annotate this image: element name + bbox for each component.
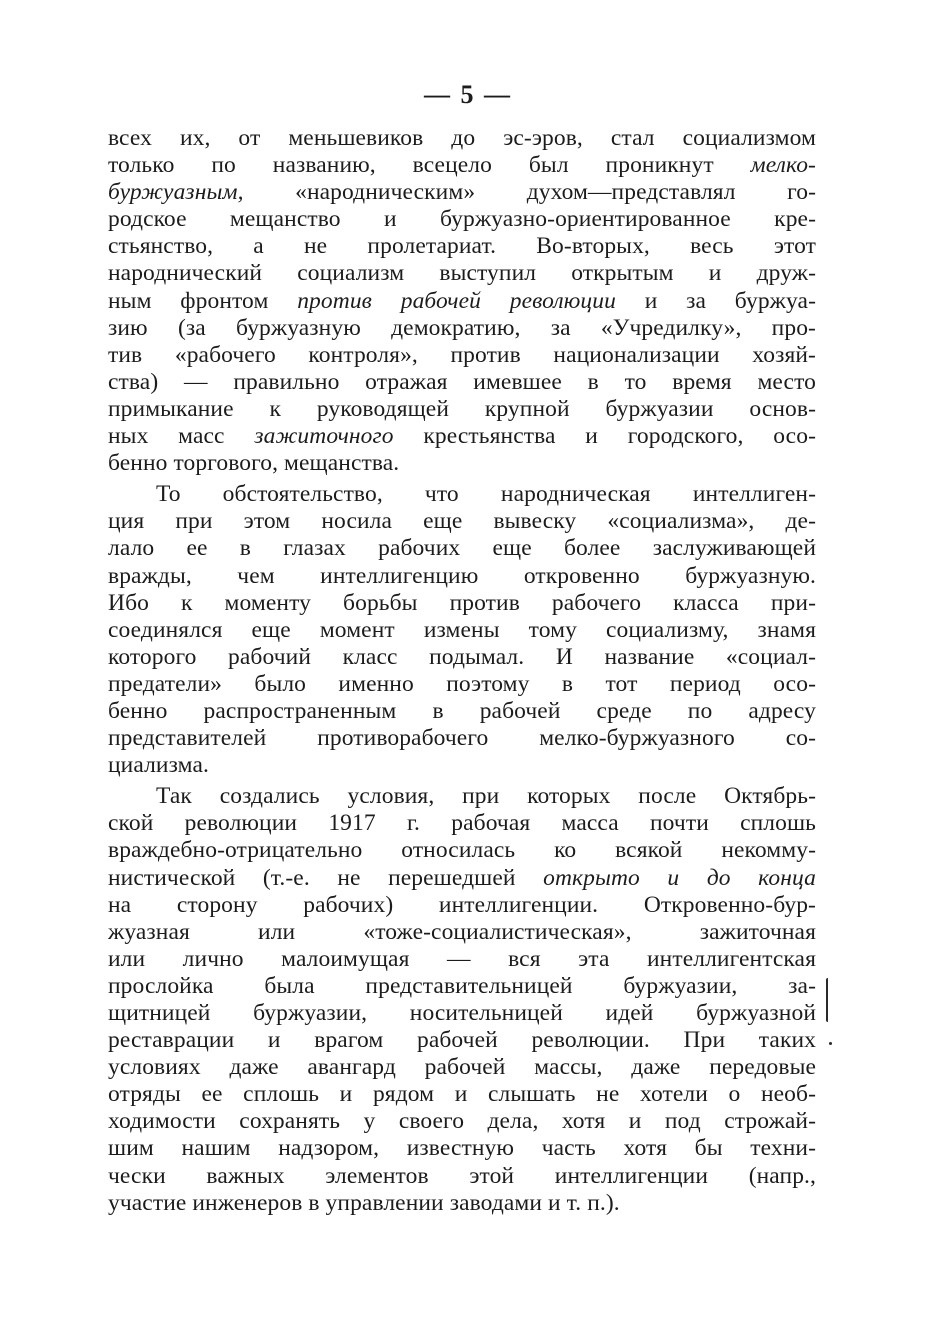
italic-text: мелко-: [750, 152, 816, 179]
text-segment: представителей противорабочего мелко-буржуазного со-: [108, 725, 816, 752]
text-segment: и за буржуа-: [615, 287, 816, 314]
text-segment: «народническим» духом—представлял го-: [243, 179, 816, 206]
italic-text: буржуазным,: [108, 179, 244, 206]
text-line: [108, 810, 816, 837]
text-segment: бенно распространенным в рабочей среде по адресу: [108, 697, 816, 724]
text-segment: жуазная или «тоже-социалистическая», зажиточная: [108, 918, 816, 945]
text-line: [108, 535, 816, 562]
text-line: [108, 423, 816, 450]
text-segment: участие инженеров в управлении заводами и т. п.).: [108, 1189, 620, 1216]
text-segment: То обстоятельство, что народническая интеллиген-: [156, 481, 816, 508]
text-segment: ской революции 1917 г. рабочая масса почти сплошь: [108, 810, 816, 837]
text-line: [108, 698, 816, 725]
italic-text: зажиточного: [254, 423, 394, 450]
text-line: [108, 752, 816, 779]
text-line: [108, 369, 816, 396]
text-segment: Ибо к моменту борьбы против рабочего класса при-: [108, 589, 816, 616]
text-line: [108, 837, 816, 864]
text-segment: щитницей буржуазии, носительницей идей буржуазной: [108, 1000, 816, 1026]
text-line: [108, 644, 816, 671]
text-segment: примыкание к руководящей крупной буржуазии основ-: [108, 395, 816, 422]
text-line: [108, 617, 816, 644]
text-line: [108, 396, 816, 423]
text-line: [108, 671, 816, 698]
text-segment: предатели» было именно поэтому в тот период осо-: [108, 670, 816, 697]
text-segment: на сторону рабочих) интеллигенции. Откровенно-бур-: [108, 891, 816, 918]
text-segment: всех их, от меньшевиков до эс-эров, стал социализмом: [108, 125, 816, 151]
text-segment: ных масс: [108, 423, 255, 450]
text-line: [108, 125, 816, 152]
text-segment: вражды, чем интеллигенцию откровенно буржуазную.: [108, 562, 816, 589]
text-segment: ходимости сохранять у своего дела, хотя и под строжай-: [108, 1108, 816, 1135]
body-text: [108, 125, 816, 1217]
text-segment: родское мещанство и буржуазно-ориентированное кре-: [108, 206, 816, 233]
text-segment: которого рабочий класс подымал. И название «социал-: [108, 643, 816, 670]
margin-dot-mark: [829, 1042, 832, 1045]
text-line: [108, 946, 816, 973]
text-segment: условиях даже авангард рабочей массы, даже передовые: [108, 1054, 816, 1081]
text-line: [108, 725, 816, 752]
text-line: [108, 288, 816, 315]
text-segment: крестьянства и городского, осо-: [393, 423, 816, 450]
text-line: [108, 892, 816, 919]
text-segment: лало ее в глазах рабочих еще более заслуживающей: [108, 535, 816, 562]
text-line: [108, 1190, 816, 1217]
text-segment: отряды ее сплошь и рядом и слышать не хотели о необ-: [108, 1081, 816, 1108]
text-segment: или лично малоимущая — вся эта интеллигентская: [108, 945, 816, 972]
text-line: [108, 783, 816, 810]
text-line: [108, 1081, 816, 1108]
text-segment: только по названию, всецело был проникнут: [108, 152, 751, 179]
text-line: [108, 563, 816, 590]
text-segment: ным фронтом: [108, 287, 298, 314]
text-segment: ция при этом носила еще вывеску «социализма», де-: [108, 508, 816, 535]
text-line: [108, 260, 816, 287]
text-segment: ства) — правильно отражая имевшее в то время место: [108, 368, 816, 395]
text-segment: циализма.: [108, 752, 209, 779]
text-line: [108, 973, 816, 1000]
italic-text: против рабочей революции: [297, 287, 616, 314]
text-line: [108, 590, 816, 617]
text-line: [108, 1163, 816, 1190]
text-line: [108, 481, 816, 508]
text-line: [108, 1108, 816, 1135]
text-segment: народнический социализм выступил открытым и друж-: [108, 260, 816, 287]
text-segment: прослойка была представительницей буржуазии, за-: [108, 972, 816, 999]
page-number: — 5 —: [424, 80, 512, 109]
text-line: [108, 315, 816, 342]
paragraph: [108, 125, 816, 477]
text-line: [108, 1135, 816, 1162]
text-segment: чески важных элементов этой интеллигенции (напр.,: [108, 1162, 816, 1189]
paragraph: [108, 481, 816, 779]
text-line: [108, 1000, 816, 1027]
text-segment: враждебно-отрицательно относилась ко всякой некомму-: [108, 837, 816, 864]
margin-bracket-mark: [826, 978, 832, 1022]
text-segment: Так создались условия, при которых после Октябрь-: [156, 783, 816, 810]
text-segment: соединялся еще момент измены тому социализму, знамя: [108, 616, 816, 643]
text-segment: бенно торгового, мещанства.: [108, 450, 400, 477]
text-line: [108, 233, 816, 260]
italic-text: открыто и до конца: [543, 864, 816, 891]
text-segment: тив «рабочего контроля», против национализации хозяй-: [108, 341, 816, 368]
text-line: [108, 152, 816, 179]
text-line: [108, 1054, 816, 1081]
text-line: [108, 179, 816, 206]
text-line: [108, 450, 816, 477]
paragraph: [108, 783, 816, 1217]
text-segment: стьянство, а не пролетариат. Во-вторых, весь этот: [108, 233, 816, 260]
text-line: [108, 1027, 816, 1054]
text-segment: шим нашим надзором, известную часть хотя бы техни-: [108, 1135, 816, 1162]
text-segment: зию (за буржуазную демократию, за «Учредилку», про-: [108, 314, 816, 341]
text-line: [108, 508, 816, 535]
text-segment: нистической (т.-е. не перешедшей: [108, 864, 544, 891]
text-line: [108, 206, 816, 233]
text-segment: реставрации и врагом рабочей революции. При таких: [108, 1027, 816, 1054]
text-line: [108, 919, 816, 946]
text-line: [108, 865, 816, 892]
text-line: [108, 342, 816, 369]
